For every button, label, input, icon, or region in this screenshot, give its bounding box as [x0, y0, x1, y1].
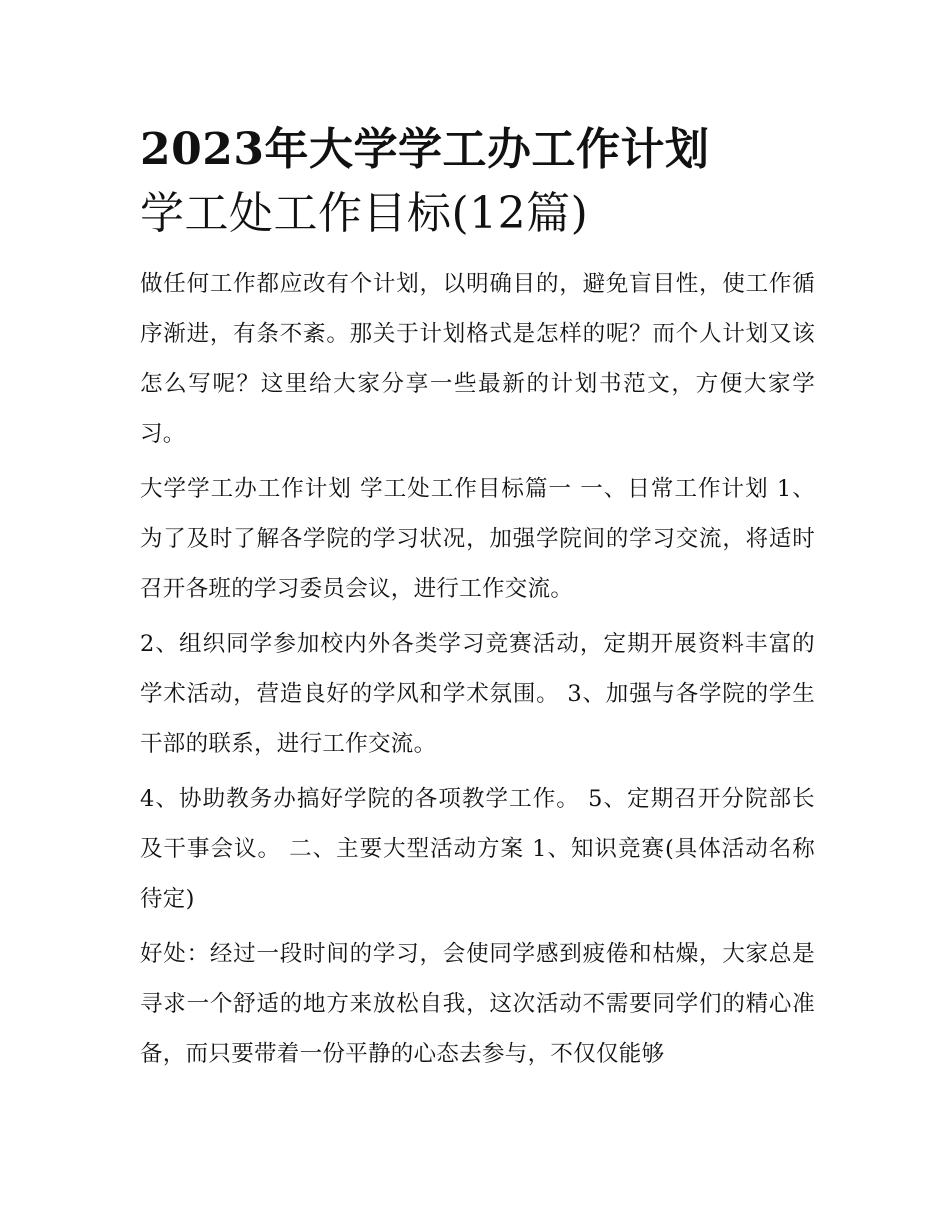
- title-line-1: 2023年大学学工办工作计划: [140, 124, 710, 175]
- paragraph-3: 4、协助教务办搞好学院的各项教学工作。 5、定期召开分院部长及干事会议。 二、主要大型活动方案 1、知识竞赛(具体活动名称待定): [140, 786, 815, 912]
- paragraph-intro: 做任何工作都应改有个计划，以明确目的，避免盲目性，使工作循序渐进，有条不紊。那关于计划格式是怎样的呢？而个人计划又该怎么写呢？这里给大家分享一些最新的计划书范文，方便大家学习。: [140, 271, 815, 447]
- paragraph-2: 2、组织同学参加校内外各类学习竞赛活动，定期开展资料丰富的学术活动，营造良好的学风和学术氛围。 3、加强与各学院的学生干部的联系，进行工作交流。: [140, 631, 815, 757]
- document-title: [140, 118, 815, 246]
- document-body: [140, 118, 815, 1084]
- title-line-2: 学工处工作目标(12篇): [140, 188, 589, 239]
- paragraph-4: 好处：经过一段时间的学习，会使同学感到疲倦和枯燥，大家总是寻求一个舒适的地方来放松自我，这次活动不需要同学们的精心准备，而只要带着一份平静的心态去参与，不仅仅能够: [140, 941, 815, 1067]
- paragraph-1: 大学学工办工作计划 学工处工作目标篇一 一、日常工作计划 1、为了及时了解各学院的学习状况，加强学院间的学习交流，将适时召开各班的学习委员会议，进行工作交流。: [140, 476, 815, 602]
